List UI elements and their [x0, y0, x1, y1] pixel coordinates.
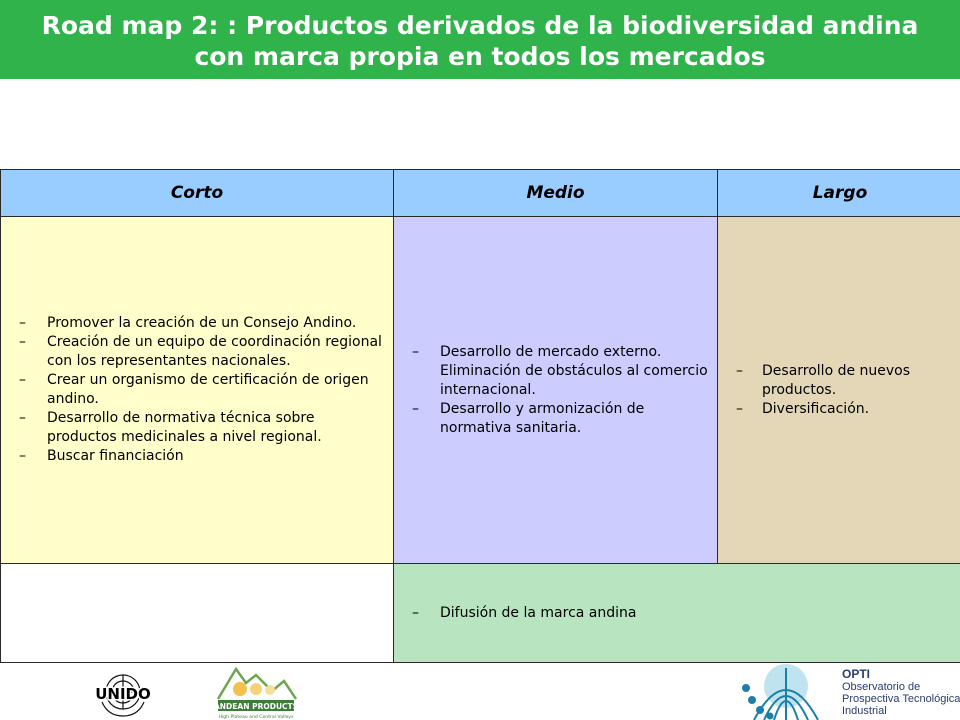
largo-list — [718, 362, 960, 419]
list-item: – Diversificación. — [736, 400, 870, 417]
opti-name: OPTI — [842, 667, 871, 681]
opti-logo-mark — [734, 660, 834, 720]
andean-logo-subtext: High Plateau and Central Valleys — [218, 715, 294, 720]
list-item: – Desarrollo de mercado externo. Eliminación de obstáculos al comercio internacional. — [412, 343, 708, 398]
opti-globe-icon — [742, 664, 818, 720]
unido-logo-text: UNIDO — [95, 685, 151, 703]
span-list — [394, 604, 960, 623]
list-item: – Desarrollo y armonización de normativa sanitaria. — [412, 400, 645, 436]
content-row — [1, 217, 960, 564]
header-row — [1, 170, 960, 217]
cell-medio — [394, 217, 718, 564]
slide-title-line-1: Road map 2: : Productos derivados de la biodiversidad andina — [41, 11, 919, 40]
andean-logo-text: ANDEAN PRODUCTS — [214, 702, 298, 711]
slide-title — [0, 10, 960, 72]
andean-products-logo — [214, 665, 298, 720]
cell-empty — [1, 564, 394, 663]
roadmap-table — [0, 169, 960, 663]
list-item: – Promover la creación de un Consejo Andino. — [19, 315, 357, 331]
list-item: – Desarrollo de normativa técnica sobre productos medicinales a nivel regional. — [19, 410, 322, 445]
opti-logo-text — [842, 667, 960, 717]
slide-title-line-2: con marca propia en todos los mercados — [194, 42, 766, 71]
sun-icon — [233, 682, 247, 696]
header-medio: Medio — [394, 170, 718, 217]
unido-logo — [93, 672, 153, 718]
list-item: – Desarrollo de nuevos productos. — [736, 362, 911, 398]
opti-line: Prospectiva Tecnológica — [842, 693, 960, 705]
opti-line: Industrial — [842, 705, 887, 717]
header-corto: Corto — [1, 170, 394, 217]
list-item: – Crear un organismo de certificación de origen andino. — [19, 372, 369, 407]
opti-line: Observatorio de — [842, 681, 921, 693]
list-item: – Buscar financiación — [19, 448, 184, 464]
cell-largo — [718, 217, 960, 564]
cell-corto — [1, 217, 394, 564]
medio-list — [394, 343, 717, 438]
corto-list — [1, 314, 393, 466]
span-row — [1, 564, 960, 663]
list-item: – Creación de un equipo de coordinación regional con los representantes nacionales. — [19, 334, 382, 369]
cell-span-medio-largo — [394, 564, 960, 663]
header-largo: Largo — [718, 170, 960, 217]
list-item: – Difusión de la marca andina — [412, 604, 637, 621]
